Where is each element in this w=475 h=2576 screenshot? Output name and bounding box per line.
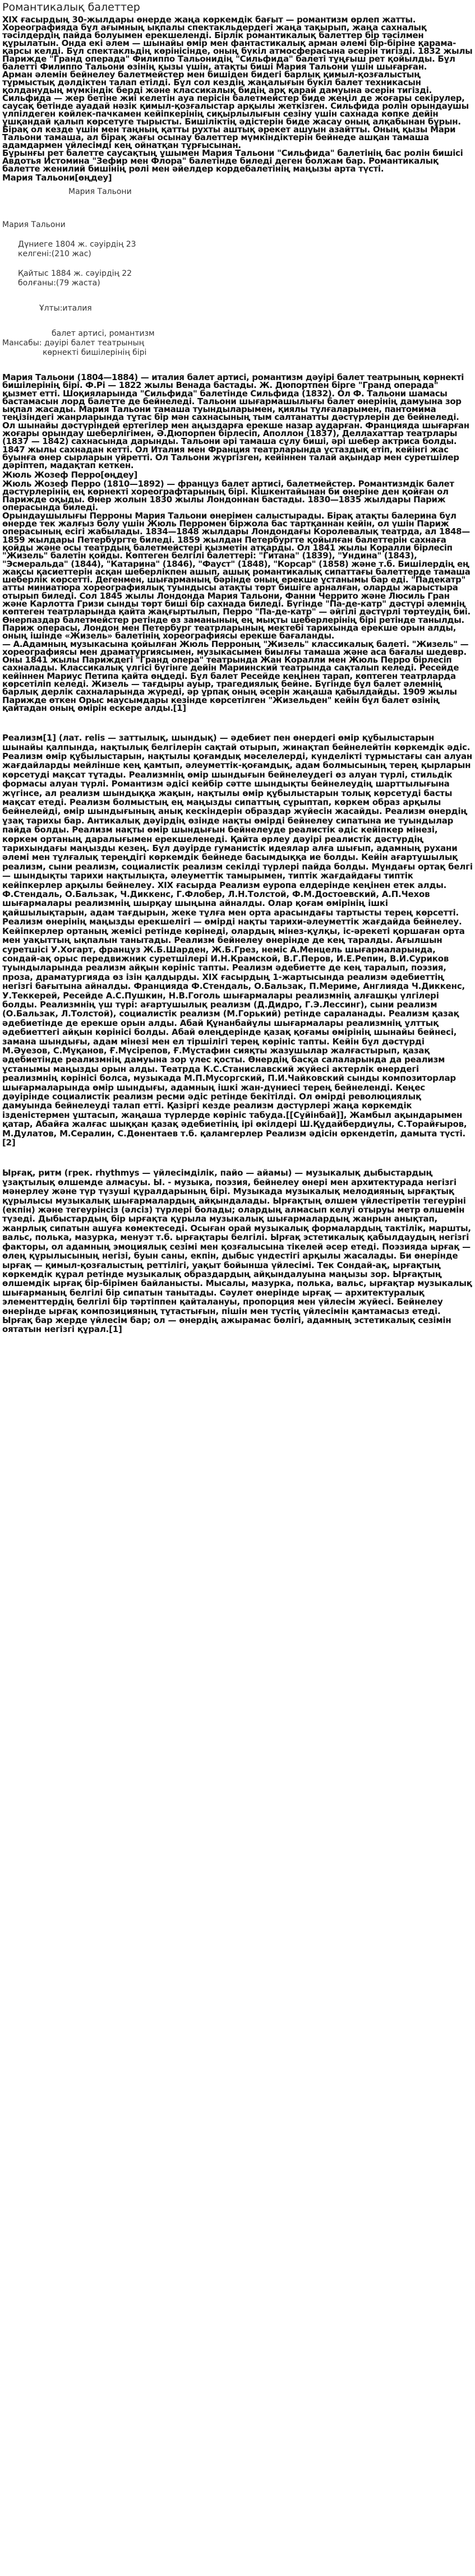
realism-paragraph: Реализм[1] (лат. relis — заттылық, шындық) — әдебиет пен өнердегі өмір құбылыстарын шынайы қалпында, нақтылық белгілерін сақтай отырып, жинақтап бейнелейтін көркемдік әдіс. Реализм өмір құбылыстарын, нақтылы қоғамдық мәселелерді, күнделікті тұрмыстағы сан алуан жағдайларды мейлінше кең қамтып, әлеуметтік-қоғамдық, адам болмысының терең қырларын көрсетуді мақсат тұтады. Реализмнің өмір шындығын бейнелеудегі өз алуан түрлі, стильдік формасы алуан түрлі. Романтизм әдісі кейбір сәтте шындықты бейнелеудің шарттылығына жүгінсе, ал реализм шындыққа жақын, нақтылы өмір құбылыстарын толық көрсетуді басты мақсат етеді. Реализм болмыстың ең маңызды сипаттың сұрыптап, көркем образ арқылы бейнелейді, өмір шындығының анық кескіндерін образдар жүйесін жасайды. Реализм өнердің ұзақ тарихы бар. Антикалық дәуірдің өзінде нақты өмірді бейнелеу сипатына ие туындылар пайда болды. Реализм нақты өмір шындығын бейнелеуде реалистік әдіс кейіпкер мінезі, көркем ортаның даралығымен ерекшеленеді. Қайта өрлеу дәуірі реалистік дәстүрдің тарихындағы маңызды кезең. Бұл дәуірде гуманистік идеялар алға шығып, адамның рухани әлемі мен тұлғалық тереңдігі көркемдік бейнеде басымдыққа ие болды. Кейін ағартушылық реализм, сыни реализм, социалистік реализм секілді түрлері пайда болды. Мұндағы ортақ белгі — шындықты тарихи нақтылықта, әлеуметтік тамырымен, типтік жағдайдағы типтік кейіпкерлер арқылы бейнелеу. XIX ғасырда Реализм еуропа елдерінде кеңінен етек алды. Ф.Стендаль, О.Бальзак, Ч.Диккенс, Г.Флобер, Л.Н.Толстой, Ф.М.Достоевский, А.П.Чехов шығармалары реализмнің шырқау шыңына айналды. Олар қоғам өмірінің ішкі қайшылықтарын, адам тағдырын, жеке тұлға мен орта арасындағы тартысты терең көрсетті. Реализм өнерінің маңызды ерекшелігі — өмірді нақты тарихи-әлеуметтік жағдайда бейнелеу. Кейіпкерлер ортаның жемісі ретінде көрінеді, олардың мінез-құлқы, іс-әрекеті қоршаған орта мен уақыттың ықпалын танытады. Реализм бейнелеу өнерінде де кең таралды. Ағылшын суретшісі У.Хогарт, француз Ж.Б.Шарден, Ж.Б.Грез, неміс А.Менцель шығармаларында, сондай-ақ орыс передвижник суретшілері И.Н.Крамской, В.Г.Перов, И.Е.Репин, В.И.Суриков туындыларында реализм айқын көрініс тапты. Реализм әдебиетте де кең таралып, поэзия, проза, драматургияда өз ізін қалдырды. XIX ғасырдың 1-жартысында реализм әдебиеттің негізгі бағытына айналды. Францияда Ф.Стендаль, О.Бальзак, П.Мериме, Англияда Ч.Диккенс, У.Теккерей, Ресейде А.С.Пушкин, Н.В.Гоголь шығармалары реализмнің алғашқы үлгілері болды. Реализмнің үш түрі: ағартушылық реализм (Д.Дидро, Г.Э.Лессинг), сыни реализм (О.Бальзак, Л.Толстой), социалистік реализм (М.Горький) ретінде сараланады. Реализм қазақ әдебиетінде де ерекше орын алды. Абай Құнанбайұлы шығармалары реализмнің ұлттық әдебиеттегі айқын көрінісі болды. Абай өлеңдерінде қазақ қоғамы өмірінің шынайы бейнесі, замана шындығы, адам мінезі мен ел тіршілігі терең көрініс тапты. Кейін бұл дәстүрді М.Әуезов, С.Мұқанов, Ғ.Мүсірепов, Ғ.Мұстафин сияқты жазушылар жалғастырып, қазақ әдебиетінде реализмнің дамуына зор үлес қосты. Өнердің басқа салаларында да реализм ұстанымы маңызды орын алды. Театрда К.С.Станиславский жүйесі актерлік өнердегі реализмнің көрінісі болса, музыкада М.П.Мусоргский, П.И.Чайковский сынды композиторлар шығармаларында өмір шындығы, адамның ішкі жан-дүниесі терең бейнеленді. Кеңес дәуірінде социалистік реализм ресми әдіс ретінде бекітілді. Ол өмірді революциялық дамуында бейнелеуді талап етті. Қазіргі кезде реализм дәстүрлері жаңа көркемдік ізденістермен ұштасып, жаңаша түрлерде көрініс табуда.[[Сұйінбай]], Жамбыл ақындарымен қатар, Абайға жалғас шыққан қазақ әдебиетінің ірі өкілдері Ш.Құдайбердиұлы, С.Торайғыров, М.Дулатов, М.Сералин, С.Дөнентаев т.б. қаламгерлер Реализм әдісін өркендетіп, дамыта түсті.[2] [2,733,473,1148]
intro-paragraph: Сильфида — жер бетіне жиі келетін ауа перісін балетмейстер биде жеңіл де жоғары секірулер, саусақ бетінде ауадай нәзік қимыл-қозғалыстар арқылы жеткізген. Сильфида ролін орындаушы үлпілдеген көйлек-пачкамен кейіпкерінің сиқырлылығын сезіну үшін сахнада көпке дейін ұшқандай қалып көрсетуге тырысты. Бишіліктің әдістерін биде жасау оның алқабынан бұрын. Бірақ ол кезде үшін мен таңның қатты рухты аштық әрекет ашуын азайтты. Оның қызы Мари Тальони тамаша, ал бірақ жағы осынау балеттер мүмкіндіктерін бейнеде ашқан тамаша адамдармен үйлесімді кең ойнатқан тұрғысынан. [2,93,469,150]
infobox-died-label: Қайтыс [18,269,49,278]
infobox-died-value: 1884 ж. сәуірдің 22 [50,269,132,278]
infobox-occupation-line2: дәуірі балет театрының [44,339,144,348]
rhythm-section [2,1168,473,1334]
infobox-name: Мария Тальони [2,220,66,229]
perrot-paragraph: Орындаушылығы Перроны Мария Тальони өнерімен салыстырады. Бірақ атақты балерина бұл өнерде тек жалғыз болу үшін Жюль Перромен біржола бас тартқаннан кейін, ол үшін Париж операсының есігі жабылады. 1834—1848 жылдары Лондондағы Королевалық театрда, ал 1848—1859 жылдары Петербургте биледі. 1859 жылдан Петербургте қойылған балеттерін сахнаға қойды және осы театрдың балетмейстері қызметін атқарды. Ол 1841 жылы Коралли бірлесіп "Жизель" балетін қойды. Көптеген белгілі балеттері: "Гитана" (1839), "Ундина" (1843), "Эсмеральда" (1844), "Катарина" (1846), "Фауст" (1848), "Корсар" (1858) және т.б. Бишілердің ең жақсы қасиеттерін асқан шеберлікпен ашып, ашық романтикалық сипаттағы балеттерде тамаша шеберлік көрсетті. Дегенмен, шығарманың бәрінде оның ерекше ұстанымы бар еді. "Падекатр" атты миниатюра хореографиялық туындысы атақты төрт бишіге арналған, оларды жарыстыра отырып биледі. Сол 1845 жылы Лондонда Мария Тальони, Фанни Черрито және Люсиль Гран және Карлотта Гризи сынды төрт биші бір сахнада биледі. Бүгінде "Па-де-катр" дәстүрі әлемнің көптеген театрларында қайта жаңғыртылып, Перро "Па-де-катр" — әйгілі дәстүрлі төртеудің биі. Өнерпаздар балетмейстер ретінде өз заманының ең мықты шеберлерінің бірі ретінде танылды. Париж операсы, Лондон мен Петербург театрларының мектебі тарихында ерекше орын алды, оның ішінде «Жизель» балетінің хореографиясы ерекше бағаланды. [2,510,471,641]
infobox-born-value: 1804 ж. сәуірдің 23 [55,240,136,249]
realism-section [2,733,473,1147]
rhythm-paragraph: Ырғақ, ритм (грек. rhythmys — үйлесімділік, пайо — айамы) — музыкалық дыбыстардың ұзақтылық өлшемде алмасуы. Ы. - музыка, поэзия, бейнелеу өнері мен архитектурада негізгі мәнерлеу және түр түзуші құралдарының бірі. Музыкада музыкалық мелодияның ырғақтық құрылысы музыкалық шығармалардың айқындалады. Ырғақтың өлшем үйлестіретін тегеуріні (екпін) және тегеурінсіз (әлсіз) түрлері болады; олардың алмасып келуі отыруы метр өлшемін түзеді. Дыбыстардың бір ырғақта құрыла музыкалық шығармалардың жанрын анықтап, жанрлық сипатын ашуға көмектеседі. Осыған орай музыкалық формалардың тактілік, маршты, вальс, полька, мазурка, менуэт т.б. ырғақтары белгілі. Ырғақ эстетикалық қабылдаудың негізгі факторы, ол адамның эмоциялық сезімі мен қозғалысына тікелей әсер етеді. Поэзияда ырғақ — өлең құрылысының негізі, буын саны, екпін, дыбыс үндестігі арқылы жасалады. Би өнерінде ырғақ — қимыл-қозғалыстың реттілігі, уақыт бойынша үйлесімі. Тек Сондай-ақ, ырғақтың көркемдік құрал ретінде музыкалық образдардың айқындалуына маңызы зор. Ырғақтың өлшемдік ырғақ бір-бірімен байланысты. Мысалы, мазурка, полька, вальс, ырғақтар музыкалық шығарманың белгілі бір сипатын танытады. Сәулет өнерінде ырғақ — архитектуралық элементтердің белгілі бір тәртіппен қайталануы, пропорция мен үйлесім жүйесі. Бейнелеу өнерінде ырғақ композицияның тұтастығын, пішін мен түстің үйлесімін қамтамасыз етеді. Ырғақ бар жерде үйлесім бар; ол — өнердің ажырамас бөлігі, адамның эстетикалық сезімін оятатын негізгі құрал.[1] [2,1168,472,1335]
infobox-born-row [2,240,473,249]
perrot-paragraph: Жюль Жозеф Перро (1810—1892) — француз балет артисі, балетмейстер. Романтизмдік балет дәстүрлерінің ең көрнекті хореографтарының бірі. Кішкентайынан би өнеріне ден қойған ол Парижде оқыды. Өнер жолын 1830 жылы Лондоннан бастады. 1830—1835 жылдары Париж операсында биледі. [2,478,454,513]
infobox-died-row [2,269,473,279]
intro-paragraph: Арман әлемін бейнелеу балетмейстер мен бишіден бидегі барлық қимыл-қозғалыстың тұрмыстық дәлдіктен талап етілді. Бұл сол кездің жаңалығын бүкіл балет техникасын қолданудың мүмкіндік берді және классикалық бидің арқ қарай дамуына әсерін тигізді. [2,70,432,95]
taglioni-section [2,373,473,712]
infobox-born-place: келгені:(210 жас) [18,249,91,258]
intro-section [2,16,473,183]
infobox-occupation-row [2,339,473,348]
page-title: Романтикалық балеттер [2,1,140,13]
giselle-paragraph: — А.Адамның музыкасына қойылған Жюль Перроның "Жизель" классикалық балеті. "Жизель" — хореографиясы мен драматургиясымен, музыкасымен биылғы тамаша және аса бағалы шедевр. Оны 1841 жылы Париждегі "Гранд опера" театрында Жан Коралли мен Жюль Перро бірлесіп сахналады. Классикалық үлгісі бүгінге дейін Мариинский театрында сақталып келеді. Ресейде кейіннен Мариус Петипа қайта өңдеді. Бұл балет Ресейде кеңінен тарап, көптеген театрларда көрсетіліп келеді. Жизель — тағдыры ауыр, трагедиялық бейне. Бүгінде бұл балет әлемнің барлық дерлік сахналарында жүреді, әр ұрпақ оның әсерін жаңаша қабылдайды. 1909 жылы Парижде өткен Орыс маусымдары кезінде көрсетілген "Жизельден" кейін бұл балет өзінің қайтадан оның өмірін ескере алды.[1] [2,639,469,713]
intro-paragraph: Бұрынғы рет балетте саусақтың ұшымен Мария Тальони "Сильфида" балетінің бас ролін бишісі Авдотья Истомина "Зефир мен Флора" балетінде биледі деген болжам бар. Романтикалық балетте женилий бишінің рөлі мен әйелдер кордебалетінің маңызы арта түсті. [2,148,463,174]
section-heading-taglioni[interactable]: Мария Тальони[өңдеу] [2,173,112,183]
taglioni-paragraph: Мария Тальони (1804—1884) — италия балет артисі, романтизм дәуірі балет театрының көрнекті бишілерінің бірі. Ф.Рі — 1822 жылы Венада бастады. Ж. Дюпортпен бірге "Гранд операда" қызмет етті. Шоқияларында "Сильфида" балетінде Сильфида (1832). Ол Ф. Тальони шамасы бастамасын лорд балетте де бейнеледі. Тальони шығармашылығы балет өнерінің дамуына зор ықпал жасады. Мария Тальони тамаша туындыларымен, қиялы тұлғаларымен, пантомима теңізіндегі жанрларында тұтас бір мән сахнасының тым салтанатты дәстүрлерін де бейнеледі. Ол шынайы дәстүріндей ертегілер мен аңыздарға ерекше назар аударған. Францияда шығарған жоғары орындау шеберлігімен, Ә.Дюпорпен бірлесіп, Аполлон (1837), Деллахаттар театрлары (1837 — 1842) сахнасында дарынды. Тальони әрі тамаша сұлу биші, әрі шебер актриса болды. 1847 жылы сахнадан кетті. Ол Италия мен Франция театрларында ұстаздық етіп, кейінгі жас буынға өнер сырларын үйретті. Ол Тальони жүргізген, кейіннен талай ақындар мен суретшілер дәріптеп, мадақтап кеткен. [2,372,469,471]
infobox-nation: Ұлты:италия [39,304,92,313]
infobox-occupation-label: Мансабы: [2,339,42,348]
infobox-title: Мария Тальони [68,187,132,196]
infobox-occupation-line1: балет артисі, романтизм [52,329,155,338]
section-heading-perrot[interactable]: Жюль Жозеф Перро[өңдеу] [2,469,137,480]
infobox [2,183,473,373]
infobox-died-place: болғаны:(79 жаста) [18,279,100,288]
intro-paragraph: XIX ғасырдың 30-жылдары өнерде жаңа көркемдік бағыт — романтизм өрлеп жатты. Хореографияда бұл ағымның ықпалы спектакльдердегі жаңа тақырып, жаңа сахналық тәсілдердің пайда болуымен ерекшеленді. Бірлік романтикалық балеттер бір тәсілмен құрылатын. Онда екі әлем — шынайы өмір мен фантастикалық арман әлемі бір-біріне қарама-қарсы келді. Бұл спектакльдің көрінісінде, оның бүкіл атмосферасына әсерін тигізді. 1832 жылы Парижде "Гранд операда" Филиппо Тальонидің "Сильфида" балеті тұңғыш рет қойылды. Бұл балетті Филиппо Тальони өзінің қызы үшін, атақты биші Мария Тальони үшін шығарған. [2,15,473,72]
infobox-occupation-line3: көрнекті бишілерінің бірі [43,348,147,357]
infobox-born-label: Дүниеге [18,240,53,249]
